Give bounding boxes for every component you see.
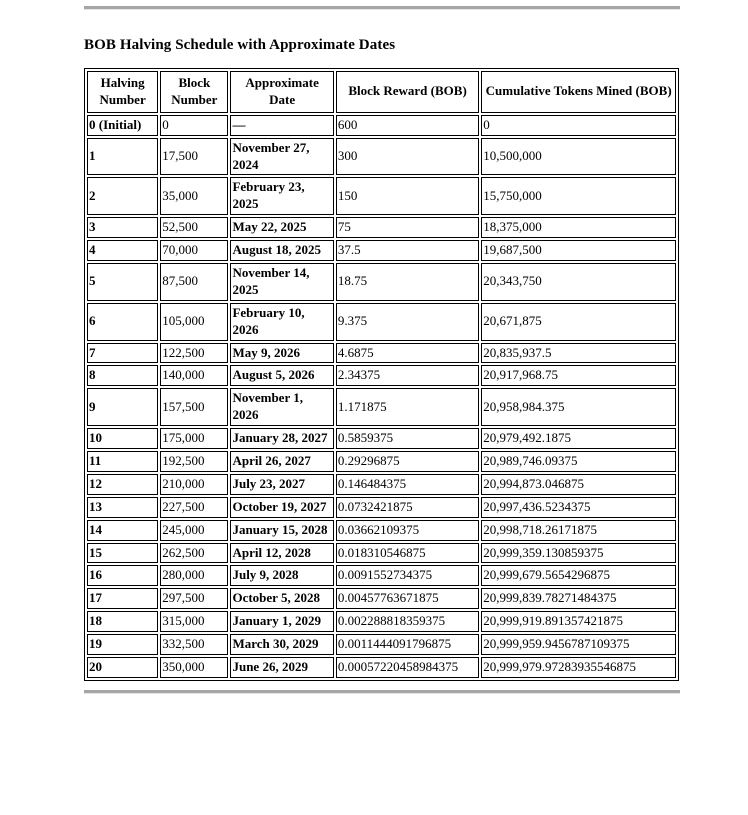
block-number-cell: 105,000 xyxy=(160,303,228,341)
approximate-date-cell: July 23, 2027 xyxy=(230,474,333,495)
cumulative-tokens-cell: 20,958,984.375 xyxy=(481,388,676,426)
halving-number-cell: 15 xyxy=(87,543,158,564)
document-content xyxy=(84,6,680,694)
header-approximate-date: Approximate Date xyxy=(230,71,333,113)
cumulative-tokens-cell: 20,989,746.09375 xyxy=(481,451,676,472)
halving-number-cell: 11 xyxy=(87,451,158,472)
table-row xyxy=(87,474,676,495)
block-reward-cell: 0.002288818359375 xyxy=(336,611,479,632)
halving-number-cell: 2 xyxy=(87,177,158,215)
block-reward-cell: 0.0091552734375 xyxy=(336,565,479,586)
halving-schedule-table xyxy=(84,68,679,681)
header-block-number: Block Number xyxy=(160,71,228,113)
table-row xyxy=(87,428,676,449)
table-row xyxy=(87,611,676,632)
cumulative-tokens-cell: 15,750,000 xyxy=(481,177,676,215)
approximate-date-cell: November 27, 2024 xyxy=(230,138,333,176)
block-number-cell: 0 xyxy=(160,115,228,136)
approximate-date-cell: October 5, 2028 xyxy=(230,588,333,609)
halving-number-cell: 9 xyxy=(87,388,158,426)
cumulative-tokens-cell: 20,979,492.1875 xyxy=(481,428,676,449)
cumulative-tokens-cell: 10,500,000 xyxy=(481,138,676,176)
halving-number-cell: 0 (Initial) xyxy=(87,115,158,136)
approximate-date-cell: May 9, 2026 xyxy=(230,343,333,364)
approximate-date-cell: February 10, 2026 xyxy=(230,303,333,341)
block-number-cell: 262,500 xyxy=(160,543,228,564)
block-number-cell: 35,000 xyxy=(160,177,228,215)
table-row xyxy=(87,388,676,426)
block-number-cell: 210,000 xyxy=(160,474,228,495)
block-reward-cell: 75 xyxy=(336,217,479,238)
table-row xyxy=(87,520,676,541)
approximate-date-cell: October 19, 2027 xyxy=(230,497,333,518)
block-number-cell: 280,000 xyxy=(160,565,228,586)
cumulative-tokens-cell: 20,999,839.78271484375 xyxy=(481,588,676,609)
page-title: BOB Halving Schedule with Approximate Dates xyxy=(84,37,396,53)
block-reward-cell: 600 xyxy=(336,115,479,136)
bottom-divider xyxy=(84,690,680,694)
cumulative-tokens-cell: 20,343,750 xyxy=(481,263,676,301)
block-number-cell: 70,000 xyxy=(160,240,228,261)
approximate-date-cell: April 26, 2027 xyxy=(230,451,333,472)
block-number-cell: 227,500 xyxy=(160,497,228,518)
approximate-date-cell: August 18, 2025 xyxy=(230,240,333,261)
block-reward-cell: 0.00057220458984375 xyxy=(336,657,479,678)
table-row xyxy=(87,303,676,341)
cumulative-tokens-cell: 20,994,873.046875 xyxy=(481,474,676,495)
cumulative-tokens-cell: 18,375,000 xyxy=(481,217,676,238)
approximate-date-cell: January 15, 2028 xyxy=(230,520,333,541)
halving-number-cell: 4 xyxy=(87,240,158,261)
table-row xyxy=(87,217,676,238)
cumulative-tokens-cell: 19,687,500 xyxy=(481,240,676,261)
approximate-date-cell: August 5, 2026 xyxy=(230,365,333,386)
cumulative-tokens-cell: 20,999,679.5654296875 xyxy=(481,565,676,586)
cumulative-tokens-cell: 20,999,919.891357421875 xyxy=(481,611,676,632)
halving-number-cell: 13 xyxy=(87,497,158,518)
table-row xyxy=(87,115,676,136)
cumulative-tokens-cell: 20,997,436.5234375 xyxy=(481,497,676,518)
block-number-cell: 245,000 xyxy=(160,520,228,541)
halving-number-cell: 5 xyxy=(87,263,158,301)
block-number-cell: 350,000 xyxy=(160,657,228,678)
block-reward-cell: 9.375 xyxy=(336,303,479,341)
halving-number-cell: 18 xyxy=(87,611,158,632)
cumulative-tokens-cell: 20,999,979.97283935546875 xyxy=(481,657,676,678)
block-reward-cell: 1.171875 xyxy=(336,388,479,426)
cumulative-tokens-cell: 20,671,875 xyxy=(481,303,676,341)
halving-number-cell: 6 xyxy=(87,303,158,341)
block-number-cell: 332,500 xyxy=(160,634,228,655)
halving-number-cell: 16 xyxy=(87,565,158,586)
block-reward-cell: 37.5 xyxy=(336,240,479,261)
approximate-date-cell: — xyxy=(230,115,333,136)
halving-number-cell: 19 xyxy=(87,634,158,655)
cumulative-tokens-cell: 20,998,718.26171875 xyxy=(481,520,676,541)
halving-number-cell: 14 xyxy=(87,520,158,541)
block-number-cell: 175,000 xyxy=(160,428,228,449)
block-reward-cell: 0.03662109375 xyxy=(336,520,479,541)
cumulative-tokens-cell: 20,999,359.130859375 xyxy=(481,543,676,564)
approximate-date-cell: April 12, 2028 xyxy=(230,543,333,564)
block-reward-cell: 150 xyxy=(336,177,479,215)
approximate-date-cell: February 23, 2025 xyxy=(230,177,333,215)
block-number-cell: 52,500 xyxy=(160,217,228,238)
table-row xyxy=(87,657,676,678)
approximate-date-cell: July 9, 2028 xyxy=(230,565,333,586)
table-row xyxy=(87,634,676,655)
header-halving-number: Halving Number xyxy=(87,71,158,113)
block-number-cell: 17,500 xyxy=(160,138,228,176)
table-row xyxy=(87,497,676,518)
table-row xyxy=(87,451,676,472)
halving-number-cell: 8 xyxy=(87,365,158,386)
block-number-cell: 157,500 xyxy=(160,388,228,426)
table-row xyxy=(87,263,676,301)
header-cumulative-tokens: Cumulative Tokens Mined (BOB) xyxy=(481,71,676,113)
table-row xyxy=(87,543,676,564)
cumulative-tokens-cell: 0 xyxy=(481,115,676,136)
block-number-cell: 315,000 xyxy=(160,611,228,632)
table-row xyxy=(87,588,676,609)
cumulative-tokens-cell: 20,917,968.75 xyxy=(481,365,676,386)
approximate-date-cell: June 26, 2029 xyxy=(230,657,333,678)
halving-number-cell: 20 xyxy=(87,657,158,678)
table-row xyxy=(87,177,676,215)
table-row xyxy=(87,240,676,261)
block-reward-cell: 0.018310546875 xyxy=(336,543,479,564)
block-reward-cell: 0.5859375 xyxy=(336,428,479,449)
block-reward-cell: 300 xyxy=(336,138,479,176)
halving-number-cell: 10 xyxy=(87,428,158,449)
table-body xyxy=(87,115,676,678)
table-row xyxy=(87,565,676,586)
block-reward-cell: 2.34375 xyxy=(336,365,479,386)
block-reward-cell: 0.0732421875 xyxy=(336,497,479,518)
top-divider xyxy=(84,6,680,10)
cumulative-tokens-cell: 20,835,937.5 xyxy=(481,343,676,364)
halving-number-cell: 3 xyxy=(87,217,158,238)
halving-number-cell: 7 xyxy=(87,343,158,364)
table-row xyxy=(87,365,676,386)
approximate-date-cell: November 14, 2025 xyxy=(230,263,333,301)
cumulative-tokens-cell: 20,999,959.9456787109375 xyxy=(481,634,676,655)
table-row xyxy=(87,138,676,176)
block-reward-cell: 0.0011444091796875 xyxy=(336,634,479,655)
approximate-date-cell: January 1, 2029 xyxy=(230,611,333,632)
halving-number-cell: 1 xyxy=(87,138,158,176)
approximate-date-cell: May 22, 2025 xyxy=(230,217,333,238)
block-number-cell: 122,500 xyxy=(160,343,228,364)
block-number-cell: 87,500 xyxy=(160,263,228,301)
block-number-cell: 192,500 xyxy=(160,451,228,472)
block-number-cell: 140,000 xyxy=(160,365,228,386)
header-block-reward: Block Reward (BOB) xyxy=(336,71,479,113)
table-row xyxy=(87,343,676,364)
halving-number-cell: 12 xyxy=(87,474,158,495)
block-reward-cell: 0.29296875 xyxy=(336,451,479,472)
block-reward-cell: 0.146484375 xyxy=(336,474,479,495)
approximate-date-cell: November 1, 2026 xyxy=(230,388,333,426)
halving-number-cell: 17 xyxy=(87,588,158,609)
table-header-row xyxy=(87,71,676,113)
approximate-date-cell: January 28, 2027 xyxy=(230,428,333,449)
block-reward-cell: 0.00457763671875 xyxy=(336,588,479,609)
block-number-cell: 297,500 xyxy=(160,588,228,609)
approximate-date-cell: March 30, 2029 xyxy=(230,634,333,655)
block-reward-cell: 4.6875 xyxy=(336,343,479,364)
block-reward-cell: 18.75 xyxy=(336,263,479,301)
